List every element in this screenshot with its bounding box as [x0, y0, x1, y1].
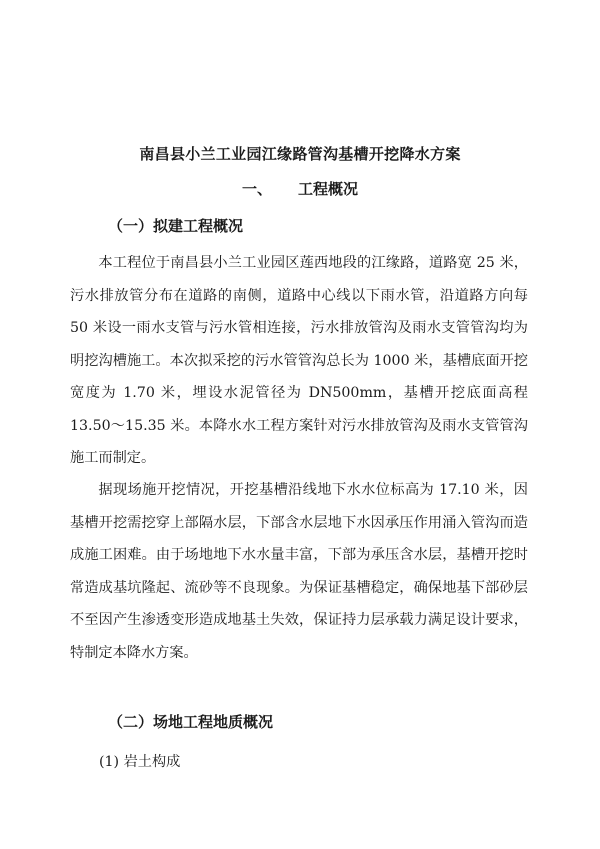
subsection-heading-project-overview: （一）拟建工程概况 [108, 217, 244, 235]
subsection-heading-geology: （二）场地工程地质概况 [108, 713, 274, 731]
paragraph-project-location: 本工程位于南昌县小兰工业园区莲西地段的江缘路，道路宽 25 米，污水排放管分布在道路的南侧，道路中心线以下雨水管，沿道路方向每 50 米设一雨水支管与污水管相连接，污水排放管沟及雨水支管管沟均为明挖沟槽施工。本次拟采挖的污水管管沟总长为 1000 米，基槽底面开挖宽度为 1.70 米，埋设水泥管径为 DN500mm，基槽开挖底面高程 13.50～15.35 米。本降水水工程方案针对污水排放管沟及雨水支管管沟施工而制定。 [70, 255, 528, 466]
section-number: 一、 [241, 180, 272, 198]
list-item-rock-soil-composition: (1) 岩土构成 [99, 754, 181, 770]
paragraph-dewatering-reason: 据现场施开挖情况，开挖基槽沿线地下水水位标高为 17.10 米，因基槽开挖需挖穿上部隔水层，下部含水层地下水因承压作用涌入管沟而造成施工困难。由于场地地下水水量丰富，下部为承压含水层，基槽开挖时常造成基坑隆起、流砂等不良现象。为保证基槽稳定，确保地基下部砂层不至因产生渗透变形造成地基土失效，保证持力层承载力满足设计要求，特制定本降水方案。 [70, 482, 528, 661]
section-heading [0, 178, 600, 199]
document-title: 南昌县小兰工业园江缘路管沟基槽开挖降水方案 [139, 145, 461, 163]
section-title: 工程概况 [298, 180, 359, 198]
